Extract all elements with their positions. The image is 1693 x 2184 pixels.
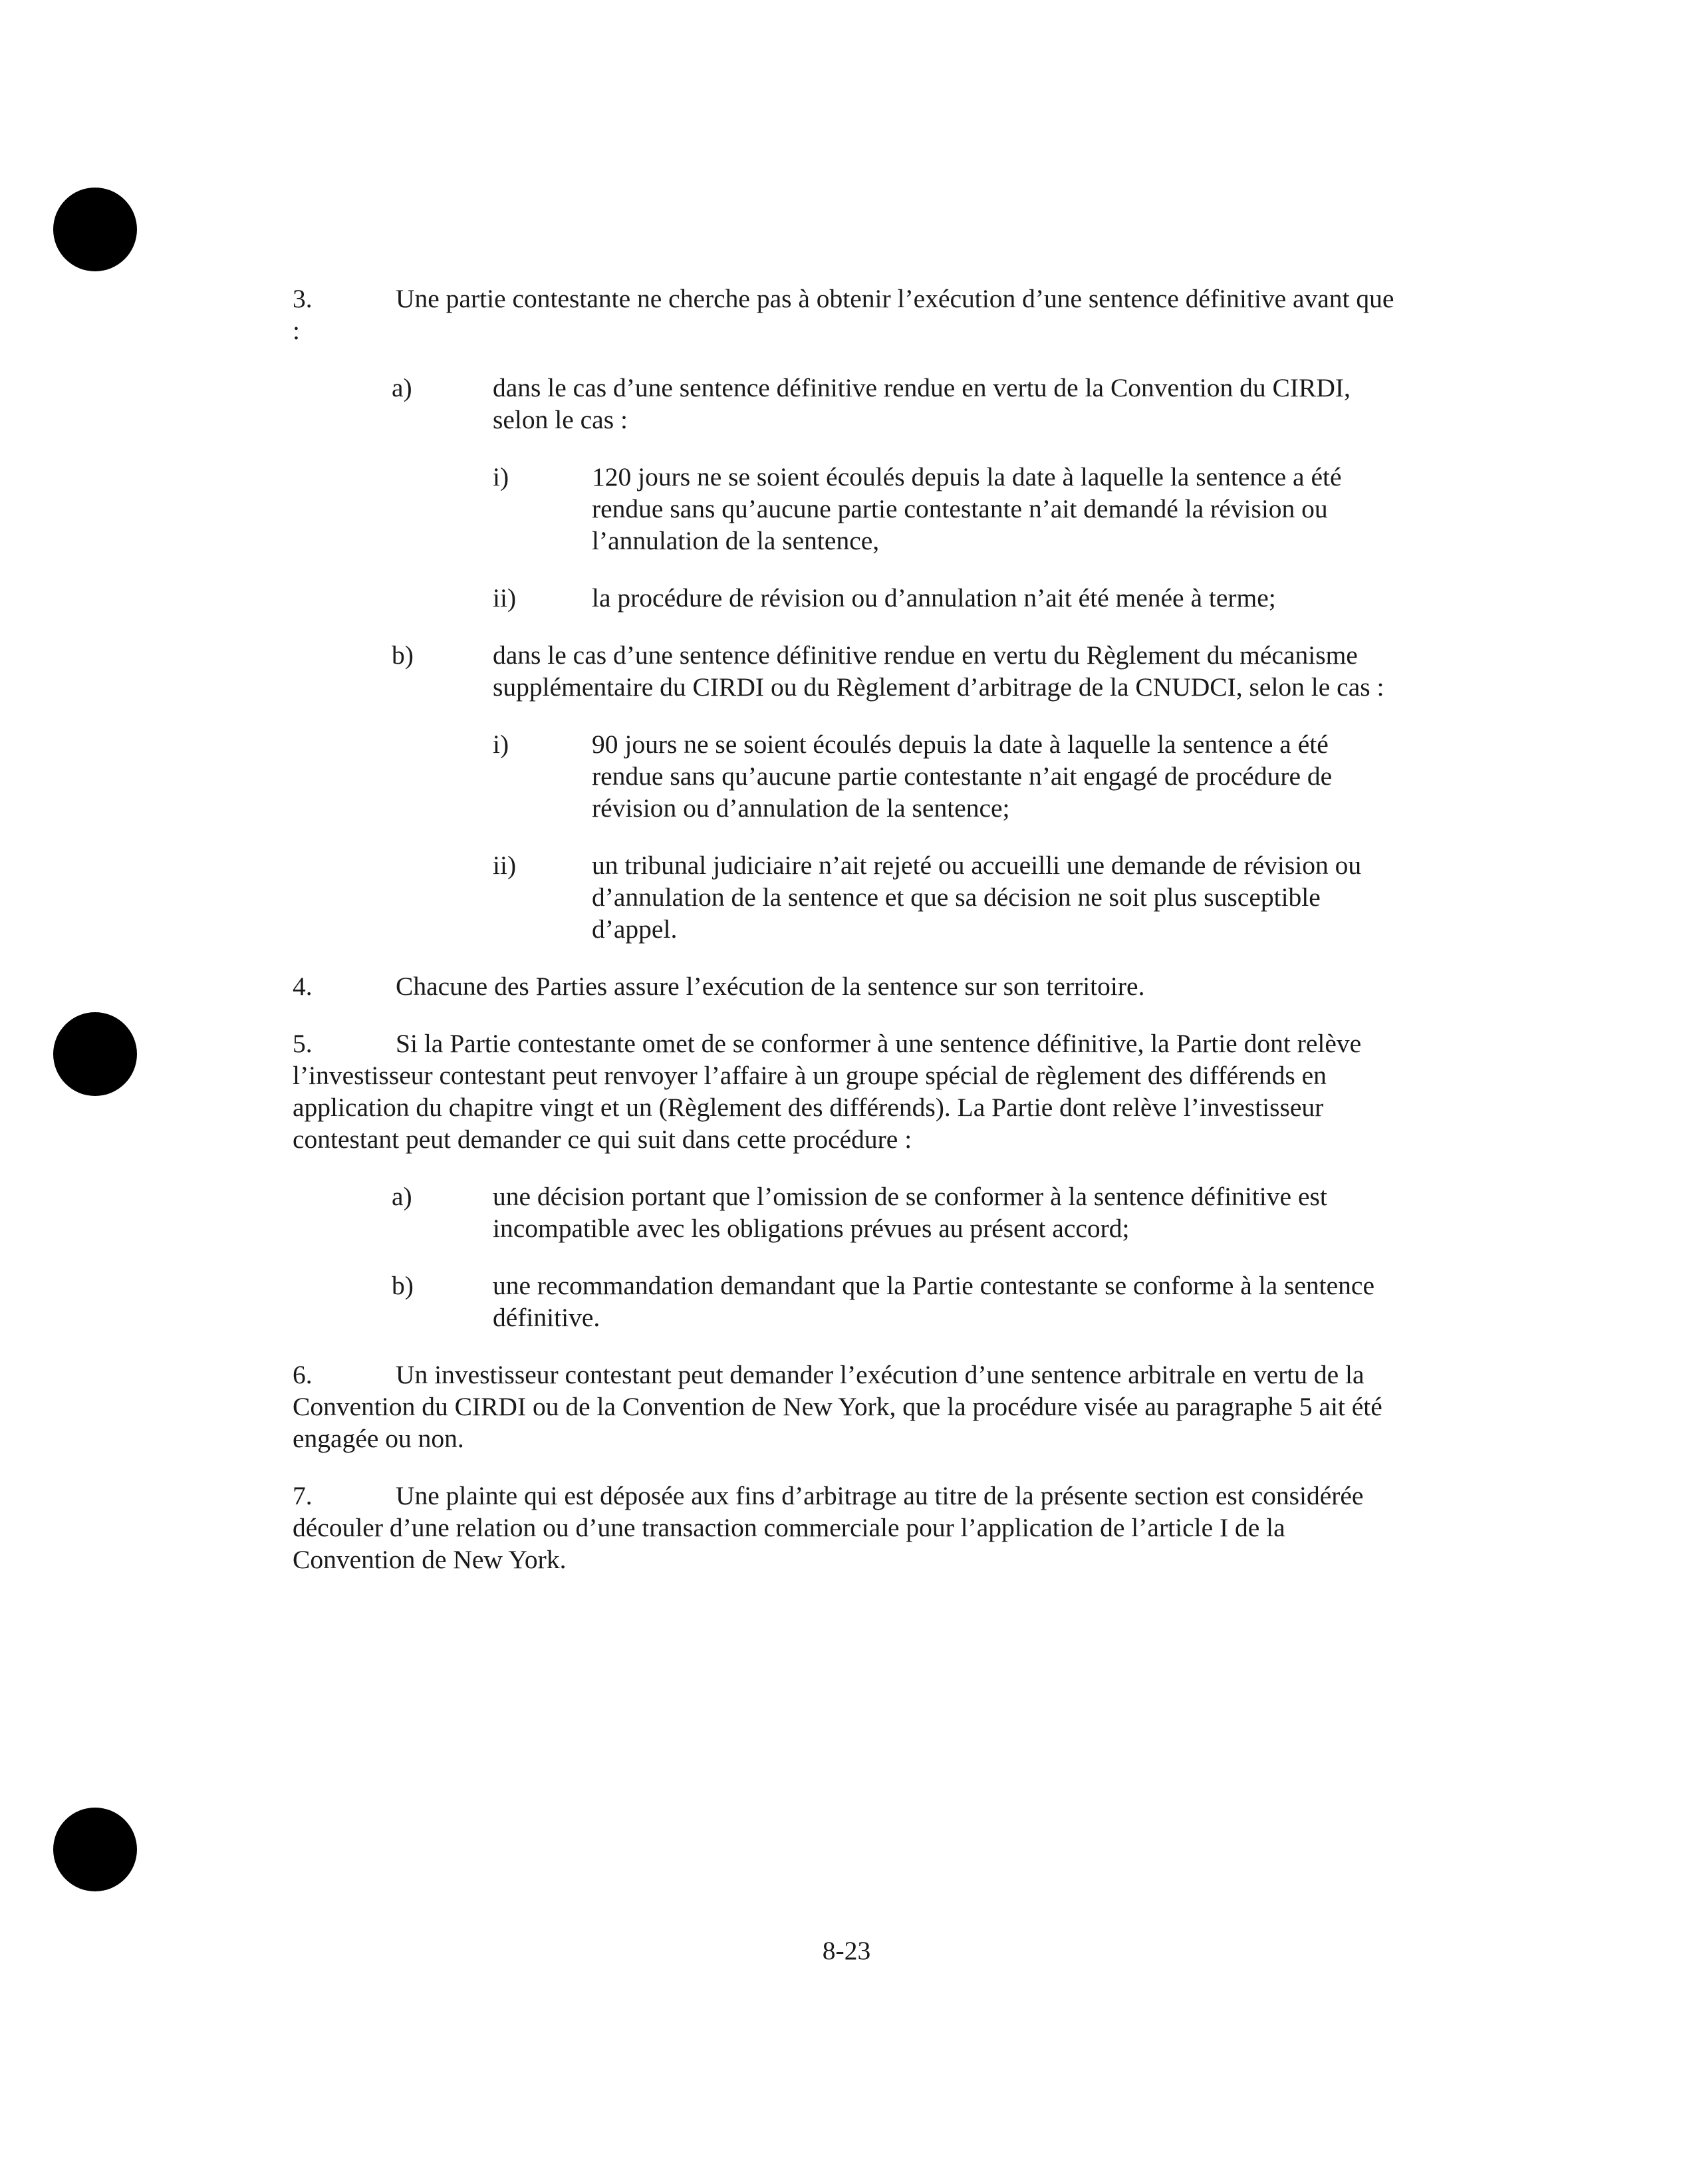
- paragraph-number: 3.: [293, 284, 313, 313]
- paragraph-5: [293, 1027, 1396, 1155]
- item-5b: [293, 1270, 1396, 1333]
- item-3a-i: [293, 461, 1396, 557]
- subitem-text: 90 jours ne se soient écoulés depuis la date à laquelle la sentence a été rendue sans qu’aucune partie contestante n’ait engagé de procédure de révision ou d’annulation de la sentence;: [592, 730, 1333, 823]
- item-label: b): [392, 1271, 414, 1300]
- item-3b-i: [293, 728, 1396, 824]
- item-label: a): [392, 373, 412, 402]
- subitem-label: ii): [493, 851, 517, 880]
- item-3b-ii: [293, 849, 1396, 945]
- subitem-label: i): [493, 730, 509, 759]
- item-5a: [293, 1180, 1396, 1244]
- paragraph-4: [293, 970, 1396, 1002]
- paragraph-number: 4.: [293, 972, 313, 1001]
- page-number: 8-23: [822, 1936, 871, 1965]
- paragraph-number: 6.: [293, 1360, 313, 1389]
- paragraph-text: Chacune des Parties assure l’exécution de la sentence sur son territoire.: [396, 972, 1145, 1001]
- item-text: dans le cas d’une sentence définitive rendue en vertu du Règlement du mécanisme supplémentaire du CIRDI ou du Règlement d’arbitrage de la CNUDCI, selon le cas :: [493, 640, 1384, 702]
- paragraph-number: 5.: [293, 1029, 313, 1058]
- item-label: b): [392, 640, 414, 670]
- paragraph-7: [293, 1480, 1396, 1575]
- subitem-label: i): [493, 462, 509, 491]
- paragraph-3: [293, 283, 1396, 346]
- paragraph-text: Une plainte qui est déposée aux fins d’arbitrage au titre de la présente section est considérée découler d’une relation ou d’une transaction commerciale pour l’application de l’article I de la Convention de New York.: [293, 1481, 1364, 1574]
- subitem-label: ii): [493, 583, 517, 613]
- paragraph-6: [293, 1359, 1396, 1454]
- binder-hole-top: [53, 188, 137, 271]
- item-3a-ii: [293, 582, 1396, 614]
- subitem-text: la procédure de révision ou d’annulation n’ait été menée à terme;: [592, 583, 1276, 613]
- paragraph-number: 7.: [293, 1481, 313, 1510]
- item-3b: [293, 639, 1396, 703]
- document-body: [293, 283, 1396, 1601]
- binder-hole-middle: [53, 1012, 137, 1096]
- paragraph-text: Un investisseur contestant peut demander l’exécution d’une sentence arbitrale en vertu de la Convention du CIRDI ou de la Convention de New York, que la procédure visée au paragraphe 5 ait été engagée ou non.: [293, 1360, 1382, 1453]
- binder-hole-bottom: [53, 1808, 137, 1891]
- item-text: dans le cas d’une sentence définitive rendue en vertu de la Convention du CIRDI, selon le cas :: [493, 373, 1351, 434]
- item-3a: [293, 372, 1396, 436]
- item-label: a): [392, 1182, 412, 1211]
- item-text: une décision portant que l’omission de se conformer à la sentence définitive est incompatible avec les obligations prévues au présent accord;: [493, 1182, 1327, 1243]
- item-text: une recommandation demandant que la Partie contestante se conforme à la sentence définitive.: [493, 1271, 1374, 1332]
- paragraph-text: Une partie contestante ne cherche pas à obtenir l’exécution d’une sentence définitive avant que :: [293, 284, 1394, 345]
- subitem-text: 120 jours ne se soient écoulés depuis la date à laquelle la sentence a été rendue sans qu’aucune partie contestante n’ait demandé la révision ou l’annulation de la sentence,: [592, 462, 1342, 555]
- paragraph-text: Si la Partie contestante omet de se conformer à une sentence définitive, la Partie dont relève l’investisseur contestant peut renvoyer l’affaire à un groupe spécial de règlement des différends en application du chapitre vingt et un (Règlement des différends). La Partie dont relève l’investisseur contestant peut demander ce qui suit dans cette procédure :: [293, 1029, 1362, 1154]
- subitem-text: un tribunal judiciaire n’ait rejeté ou accueilli une demande de révision ou d’annulation de la sentence et que sa décision ne soit plus susceptible d’appel.: [592, 851, 1362, 944]
